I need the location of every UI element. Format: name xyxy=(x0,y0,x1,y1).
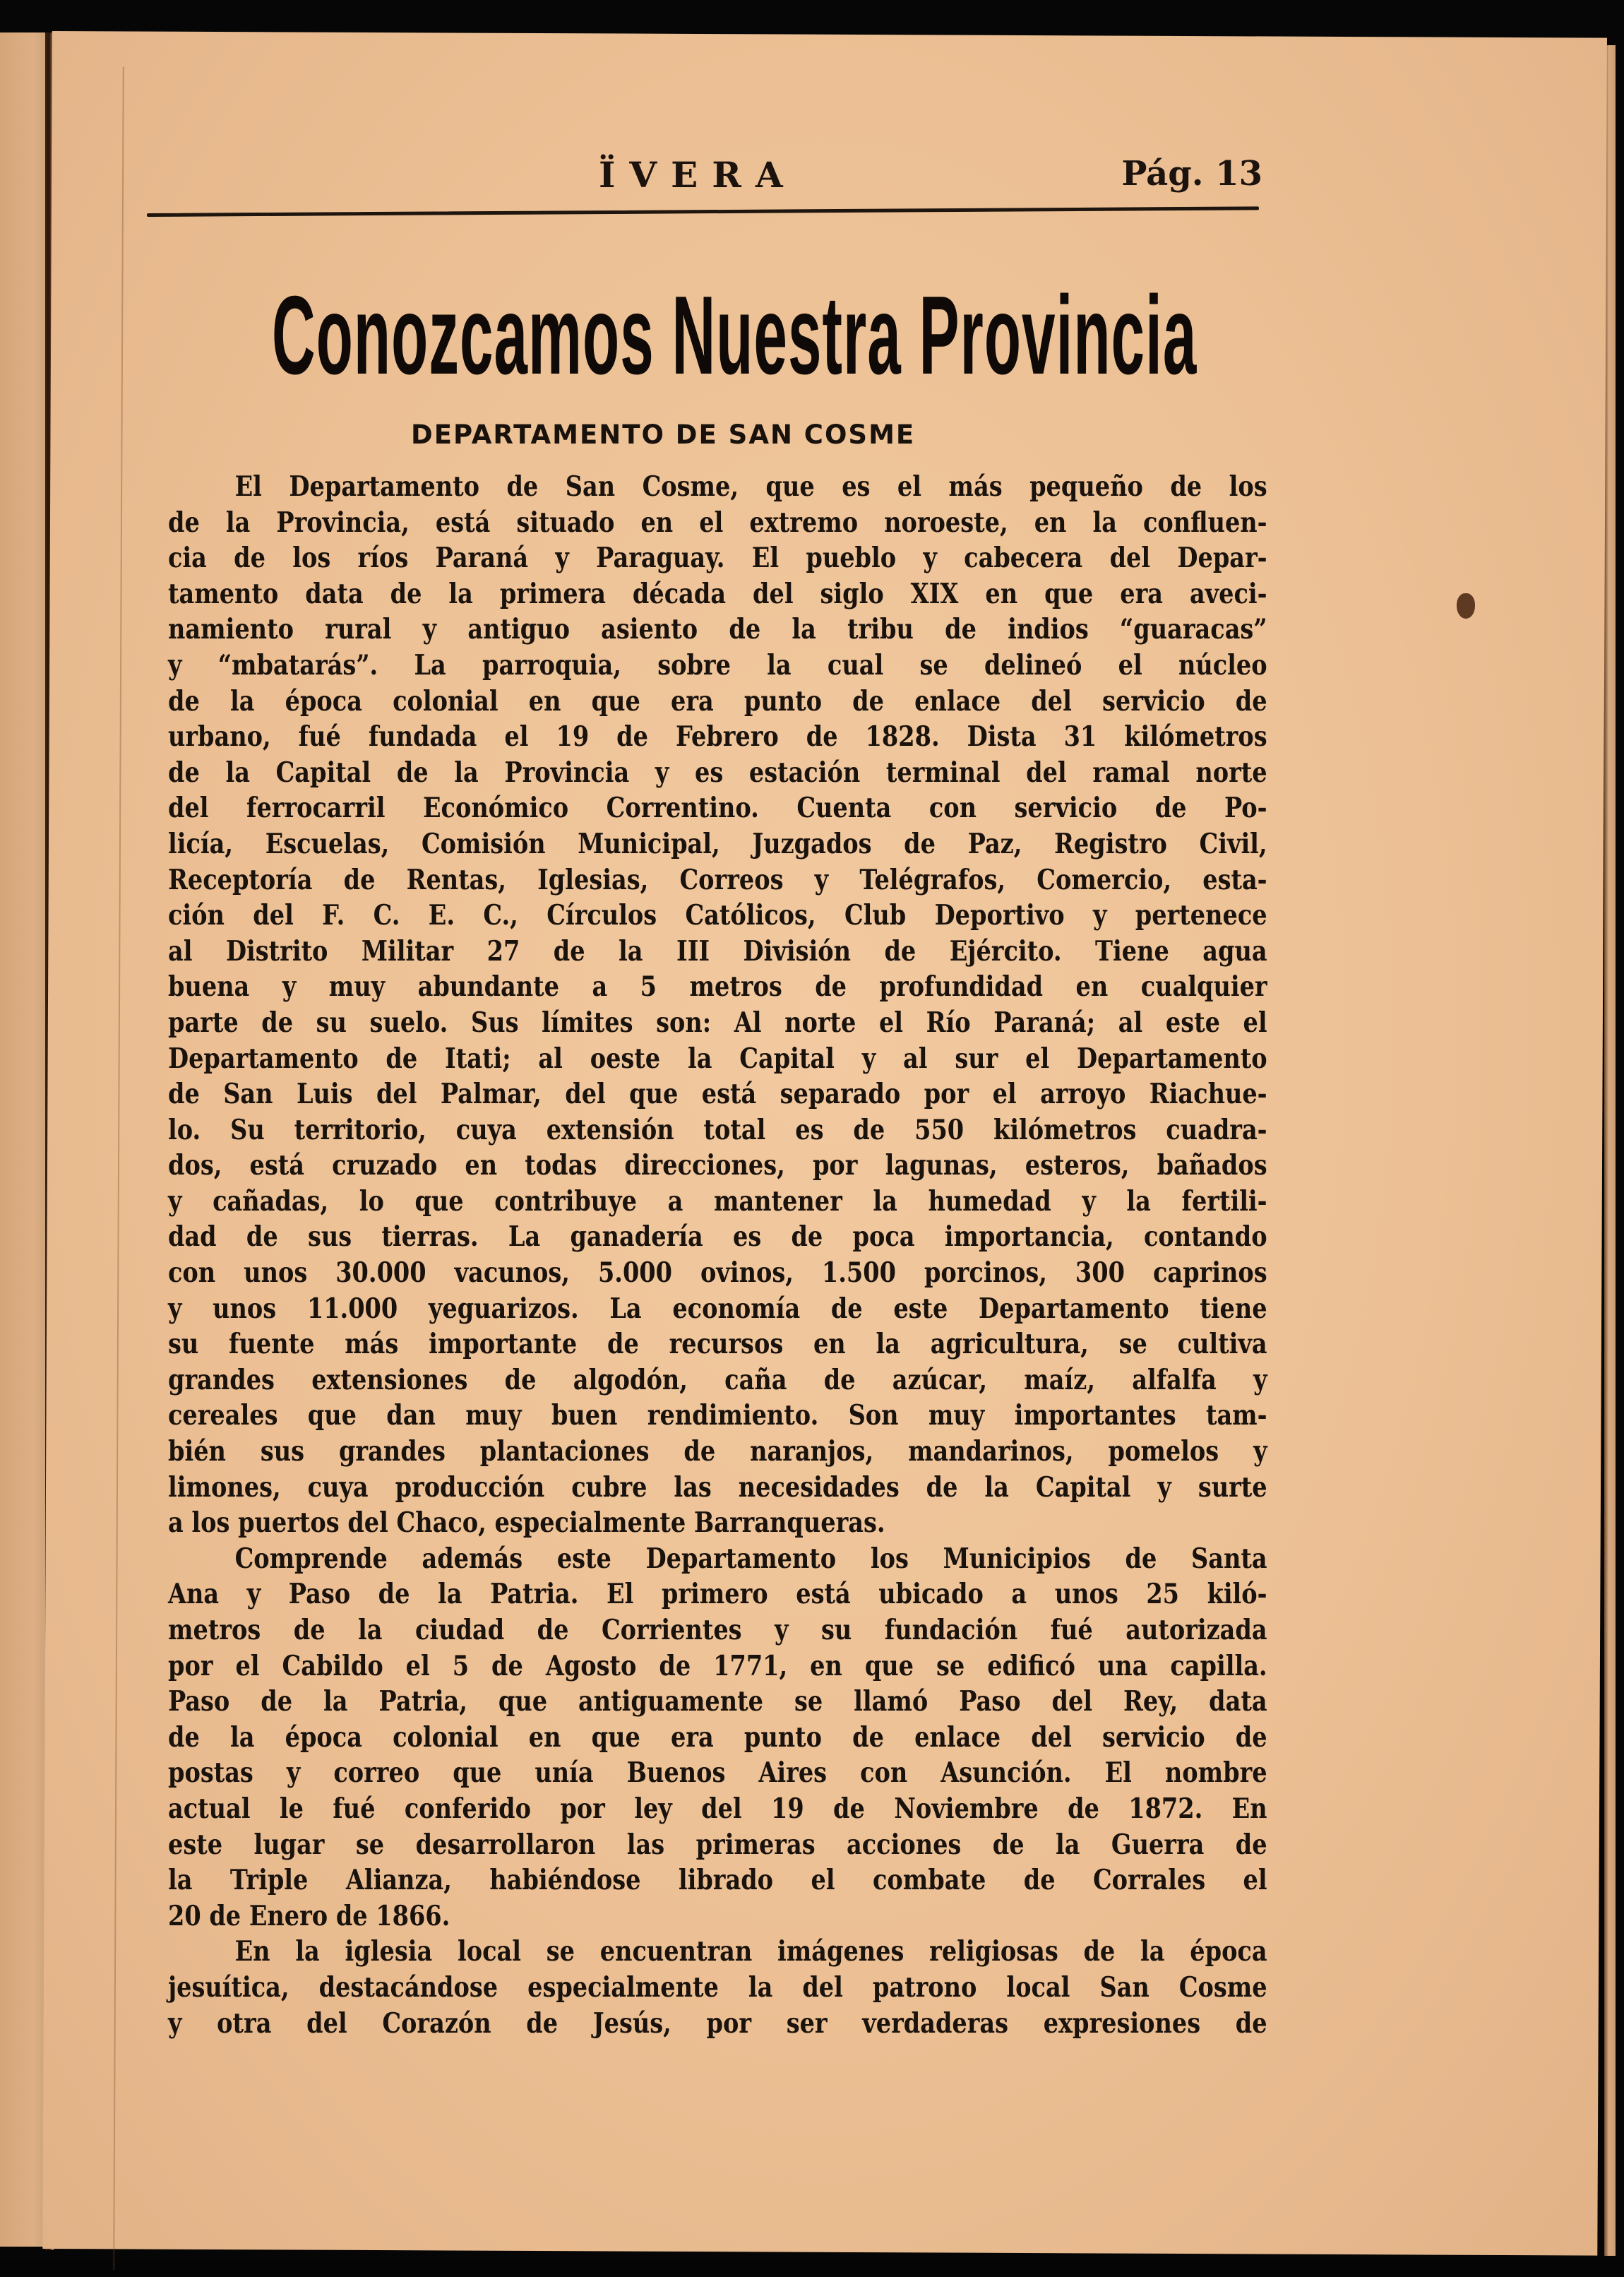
text-line: dos, está cruzado en todas direcciones, por lagunas, esteros, bañados xyxy=(168,1149,1267,1182)
text-line: por el Cabildo el 5 de Agosto de 1771, en que se edificó una capilla. xyxy=(168,1649,1267,1682)
text-line: ción del F. C. E. C., Círculos Católicos, Club Deportivo y pertenece xyxy=(168,899,1267,932)
text-line: de la época colonial en que era punto de enlace del servicio de xyxy=(168,684,1267,718)
header-rule xyxy=(147,206,1259,217)
page-edge-right xyxy=(1604,45,1616,2256)
article-body xyxy=(168,469,1267,2041)
text-line: lo. Su territorio, cuya extensión total es de 550 kilómetros cuadra- xyxy=(168,1113,1267,1146)
text-line: buena y muy abundante a 5 metros de profundidad en cualquier xyxy=(168,970,1267,1004)
text-line: dad de sus tierras. La ganadería es de poca importancia, contando xyxy=(168,1220,1267,1254)
text-line: Ana y Paso de la Patria. El primero está ubicado a unos 25 kiló- xyxy=(168,1578,1267,1611)
text-line: a los puertos del Chaco, especialmente Barranqueras. xyxy=(168,1506,885,1540)
text-line: y unos 11.000 yeguarizos. La economía de este Departamento tiene xyxy=(168,1292,1267,1325)
text-line: este lugar se desarrollaron las primeras acciones de la Guerra de xyxy=(168,1828,1267,1861)
text-line: y otra del Corazón de Jesús, por ser verdaderas expresiones de xyxy=(168,2007,1267,2040)
text-line: namiento rural y antiguo asiento de la tribu de indios “guaracas” xyxy=(168,613,1267,646)
text-line: actual le fué conferido por ley del 19 de Noviembre de 1872. En xyxy=(168,1792,1267,1825)
paragraph xyxy=(168,1934,1267,2041)
publication-name: ÏVERA xyxy=(599,154,797,196)
text-line: de la Capital de la Provincia y es estación terminal del ramal norte xyxy=(168,756,1267,789)
text-line: urbano, fué fundada el 19 de Febrero de 1828. Dista 31 kilómetros xyxy=(168,720,1267,754)
ink-blot-mark xyxy=(1457,593,1475,619)
text-line: cereales que dan muy buen rendimiento. Son muy importantes tam- xyxy=(168,1399,1267,1432)
text-line: Comprende además este Departamento los Municipios de Santa xyxy=(234,1542,1267,1575)
page-crease-line xyxy=(113,66,124,2270)
page-number: Pág. 13 xyxy=(1121,154,1262,194)
text-line: El Departamento de San Cosme, que es el más pequeño de los xyxy=(234,470,1267,503)
text-line: bién sus grandes plantaciones de naranjos, mandarinos, pomelos y xyxy=(168,1435,1267,1468)
text-line: Departamento de Itati; al oeste la Capital y al sur el Departamento xyxy=(168,1042,1267,1075)
text-line: Paso de la Patria, que antiguamente se llamó Paso del Rey, data xyxy=(168,1685,1267,1718)
article-subtitle: DEPARTAMENTO DE SAN COSME xyxy=(411,420,916,450)
text-line: de San Luis del Palmar, del que está separado por el arroyo Riachue- xyxy=(168,1078,1267,1111)
text-line: 20 de Enero de 1866. xyxy=(168,1899,450,1932)
text-line: del ferrocarril Económico Correntino. Cuenta con servicio de Po- xyxy=(168,792,1267,825)
text-line: parte de su suelo. Sus límites son: Al norte el Río Paraná; al este el xyxy=(168,1006,1267,1039)
text-line: la Triple Alianza, habiéndose librado el combate de Corrales el xyxy=(168,1864,1267,1897)
text-line: grandes extensiones de algodón, caña de azúcar, maíz, alfalfa y xyxy=(168,1363,1267,1396)
previous-page-edge xyxy=(0,32,48,2247)
text-line: postas y correo que unía Buenos Aires con Asunción. El nombre xyxy=(168,1756,1267,1790)
text-line: Receptoría de Rentas, Iglesias, Correos y Telégrafos, Comercio, esta- xyxy=(168,863,1267,896)
text-line: con unos 30.000 vacunos, 5.000 ovinos, 1.500 porcinos, 300 caprinos xyxy=(168,1256,1267,1290)
text-line: jesuítica, destacándose especialmente la del patrono local San Cosme xyxy=(168,1970,1267,2004)
text-line: tamento data de la primera década del siglo XIX en que era aveci- xyxy=(168,577,1267,610)
text-line: metros de la ciudad de Corrientes y su fundación fué autorizada xyxy=(168,1614,1267,1646)
text-line: de la época colonial en que era punto de enlace del servicio de xyxy=(168,1720,1267,1754)
paragraph xyxy=(168,469,1267,1541)
text-line: licía, Escuelas, Comisión Municipal, Juzgados de Paz, Registro Civil, xyxy=(168,827,1267,860)
text-line: En la iglesia local se encuentran imágenes religiosas de la época xyxy=(234,1935,1267,1968)
text-line: limones, cuya producción cubre las necesidades de la Capital y surte xyxy=(168,1470,1267,1504)
text-line: al Distrito Militar 27 de la III División de Ejército. Tiene agua xyxy=(168,934,1267,968)
text-line: y “mbatarás”. La parroquia, sobre la cual se delineó el núcleo xyxy=(168,648,1267,682)
article-title: Conozcamos Nuestra Provincia xyxy=(272,273,1198,398)
text-line: su fuente más importante de recursos en la agricultura, se cultiva xyxy=(168,1328,1267,1361)
text-line: de la Provincia, está situado en el extremo noroeste, en la confluen- xyxy=(168,506,1267,539)
paragraph xyxy=(168,1541,1267,1934)
text-line: cia de los ríos Paraná y Paraguay. El pueblo y cabecera del Depar- xyxy=(168,542,1267,575)
running-header xyxy=(147,154,1262,218)
text-line: y cañadas, lo que contribuye a mantener la humedad y la fertili- xyxy=(168,1184,1267,1218)
